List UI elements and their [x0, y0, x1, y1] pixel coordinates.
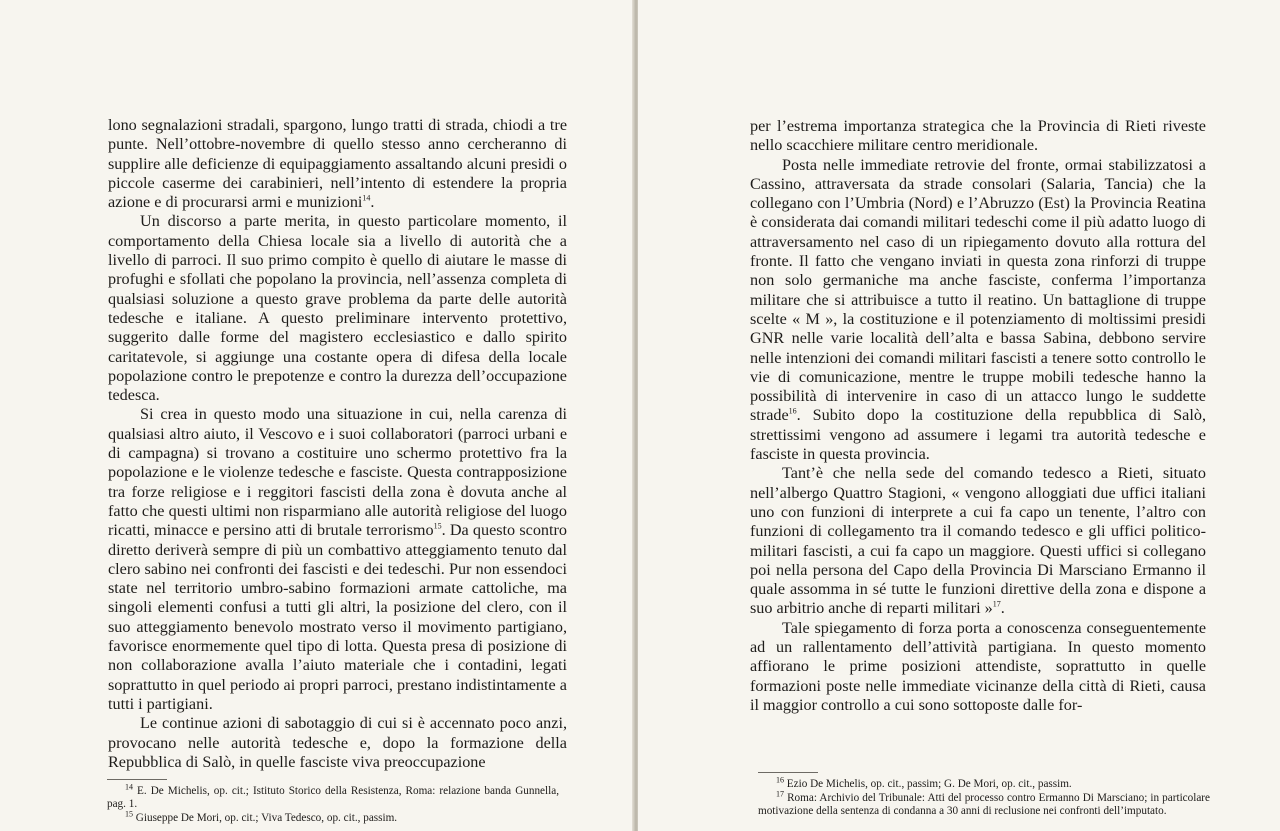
paragraph: Le continue azioni di sabotaggio di cui si è accennato poco anzi, provocano nelle autorità tedesche e, dopo la formazione della Repubblica di Salò, in quelle fasciste viva preoccupazione — [108, 714, 567, 771]
footnote: $^{17}$ Roma: Archivio del Tribunale: Atti del processo contro Ermanno Di Marsciano; in particolare motivazione della sentenza di condanna a 30 anni di reclusione nei confronti dell’imputato. — [758, 789, 1210, 817]
left-page — [0, 0, 634, 831]
footnote-number: 16 — [776, 775, 784, 785]
footnote-number: 15 — [125, 809, 133, 819]
paragraph: Tant’è che nella sede del comando tedesco a Rieti, situato nell’albergo Quattro Stagioni, « vengono alloggiati due uffici italiani uno con funzioni di interprete a cui fa capo un tenente, l’altro con funzioni di collegamento tra il comando tedesco e gli uffici politico-militari fascisti, a cui fa capo un maggiore. Questi uffici si collegano poi nella persona del Capo della Provincia Di Marsciano Ermanno il quale assomma in sé tutte le funzioni direttive della zona e dispone a suo arbitrio anche di reparti militari »$^{17}$. — [750, 464, 1206, 618]
footnote-number: 17 — [776, 789, 784, 799]
paragraph: Un discorso a parte merita, in questo particolare momento, il comportamento della Chiesa locale sia a livello di autorità che a livello di parroci. Il suo primo compito è quello di aiutare le masse di profughi e sfollati che popolano la provincia, nell’assenza completa di qualsiasi soluzione a questo grave problema da parte delle autorità tedesche e italiane. A questo preliminare intervento protettivo, suggerito dalle forme del magistero ecclesiastico e dallo spirito caritatevole, si aggiunge una costante opera di difesa della locale popolazione contro le prepotenze e contro la durezza dell’occupazione tedesca. — [108, 212, 567, 405]
footnote-ref[interactable]: 17 — [992, 600, 1001, 610]
footnote: $^{15}$ Giuseppe De Mori, op. cit.; Viva Tedesco, op. cit., passim. — [125, 809, 398, 824]
footnote-number: 14 — [125, 782, 133, 792]
right-body-text — [750, 117, 1206, 715]
paragraph: lono segnalazioni stradali, spargono, lungo tratti di strada, chiodi a tre punte. Nell’ottobre-novembre di quello stesso anno cercheranno di supplire alle deficienze di equipaggiamento assaltando alcuni presidi o piccole caserme dei carabinieri, nell’intento di estendere la propria azione e di procurarsi armi e munizioni$^{14}$. — [108, 116, 567, 212]
left-footnotes — [107, 782, 559, 826]
paragraph: Tale spiegamento di forza porta a conoscenza conseguentemente ad un rallentamento dell’attività partigiana. In questo momento affiorano le prime posizioni attendiste, soprattutto in quelle formazioni poste nelle immediate vicinanze della città di Rieti, causa il maggior controllo a cui sono sottoposte dalle for- — [750, 618, 1206, 714]
footnote-ref[interactable]: 15 — [433, 521, 442, 531]
right-page — [638, 0, 1280, 831]
footnote-ref[interactable]: 16 — [788, 407, 797, 417]
footnote-rule — [758, 772, 818, 773]
paragraph: per l’estrema importanza strategica che la Provincia di Rieti riveste nello scacchiere militare centro meridionale. — [750, 117, 1206, 155]
paragraph: Posta nelle immediate retrovie del fronte, ormai stabilizzatosi a Cassino, attraversata da strade consolari (Salaria, Tancia) che la collegano con l’Umbria (Nord) e l’Abruzzo (Est) la Provincia Reatina è considerata dai comandi militari tedeschi come il più adatto luogo di attraversamento nel caso di un ripiegamento dovuto alla rottura del fronte. Il fatto che vengano inviati in questa zona rinforzi di truppe non solo germaniche ma anche fasciste, conferma l’importanza militare che si attribuisce a tutto il reatino. Un battaglione di truppe scelte « M », la costituzione e il potenziamento di moltissimi presidi GNR nelle varie località dell’alta e bassa Sabina, debbono servire nelle intenzioni dei comandi militari fascisti a tenere sotto controllo le vie di comunicazione, mentre le truppe mobili tedesche hanno la possibilità di intervenire in caso di un attacco lungo le suddette strade$^{16}$. Subito dopo la costituzione della repubblica di Salò, strettissimi vengono ad assumere i legami tra autorità tedesche e fasciste in questa provincia. — [750, 155, 1206, 464]
right-footnotes — [758, 775, 1210, 819]
footnote-ref[interactable]: 14 — [362, 193, 371, 203]
paragraph: Si crea in questo modo una situazione in cui, nella carenza di qualsiasi altro aiuto, il Vescovo e i suoi collaboratori (parroci urbani e di campagna) si trovano a costituire uno schermo protettivo fra la popolazione e le violenze tedesche e fasciste. Questa contrapposizione tra forze religiose e i reggitori fascisti della zona è dovuta anche al fatto che questi ultimi non risparmiano alle autorità religiose del luogo ricatti, minacce e persino atti di brutale terrorismo$^{15}$. Da questo scontro diretto deriverà sempre di più un combattivo atteggiamento tenuto dal clero sabino nei confronti dei fascisti e dei tedeschi. Pur non essendoci state nel territorio umbro-sabino formazioni armate cattoliche, ma singoli elementi confusi a tutti gli altri, la posizione del clero, con il suo atteggiamento benevolo mostrato verso il movimento partigiano, favorisce enormemente quel tipo di lotta. Questa presa di posizione di non collaborazione avalla l’aiuto materiale che i contadini, legati soprattutto in quel periodo ai propri parroci, prestano indistintamente a tutti i partigiani. — [108, 405, 568, 713]
footnote: $^{16}$ Ezio De Michelis, op. cit., passim; G. De Mori, op. cit., passim. — [776, 775, 1072, 790]
footnote-rule — [107, 779, 167, 780]
left-body-text — [108, 116, 567, 772]
footnote: $^{14}$ E. De Michelis, op. cit.; Istituto Storico della Resistenza, Roma: relazione banda Gunnella, pag. 1. — [107, 782, 559, 810]
